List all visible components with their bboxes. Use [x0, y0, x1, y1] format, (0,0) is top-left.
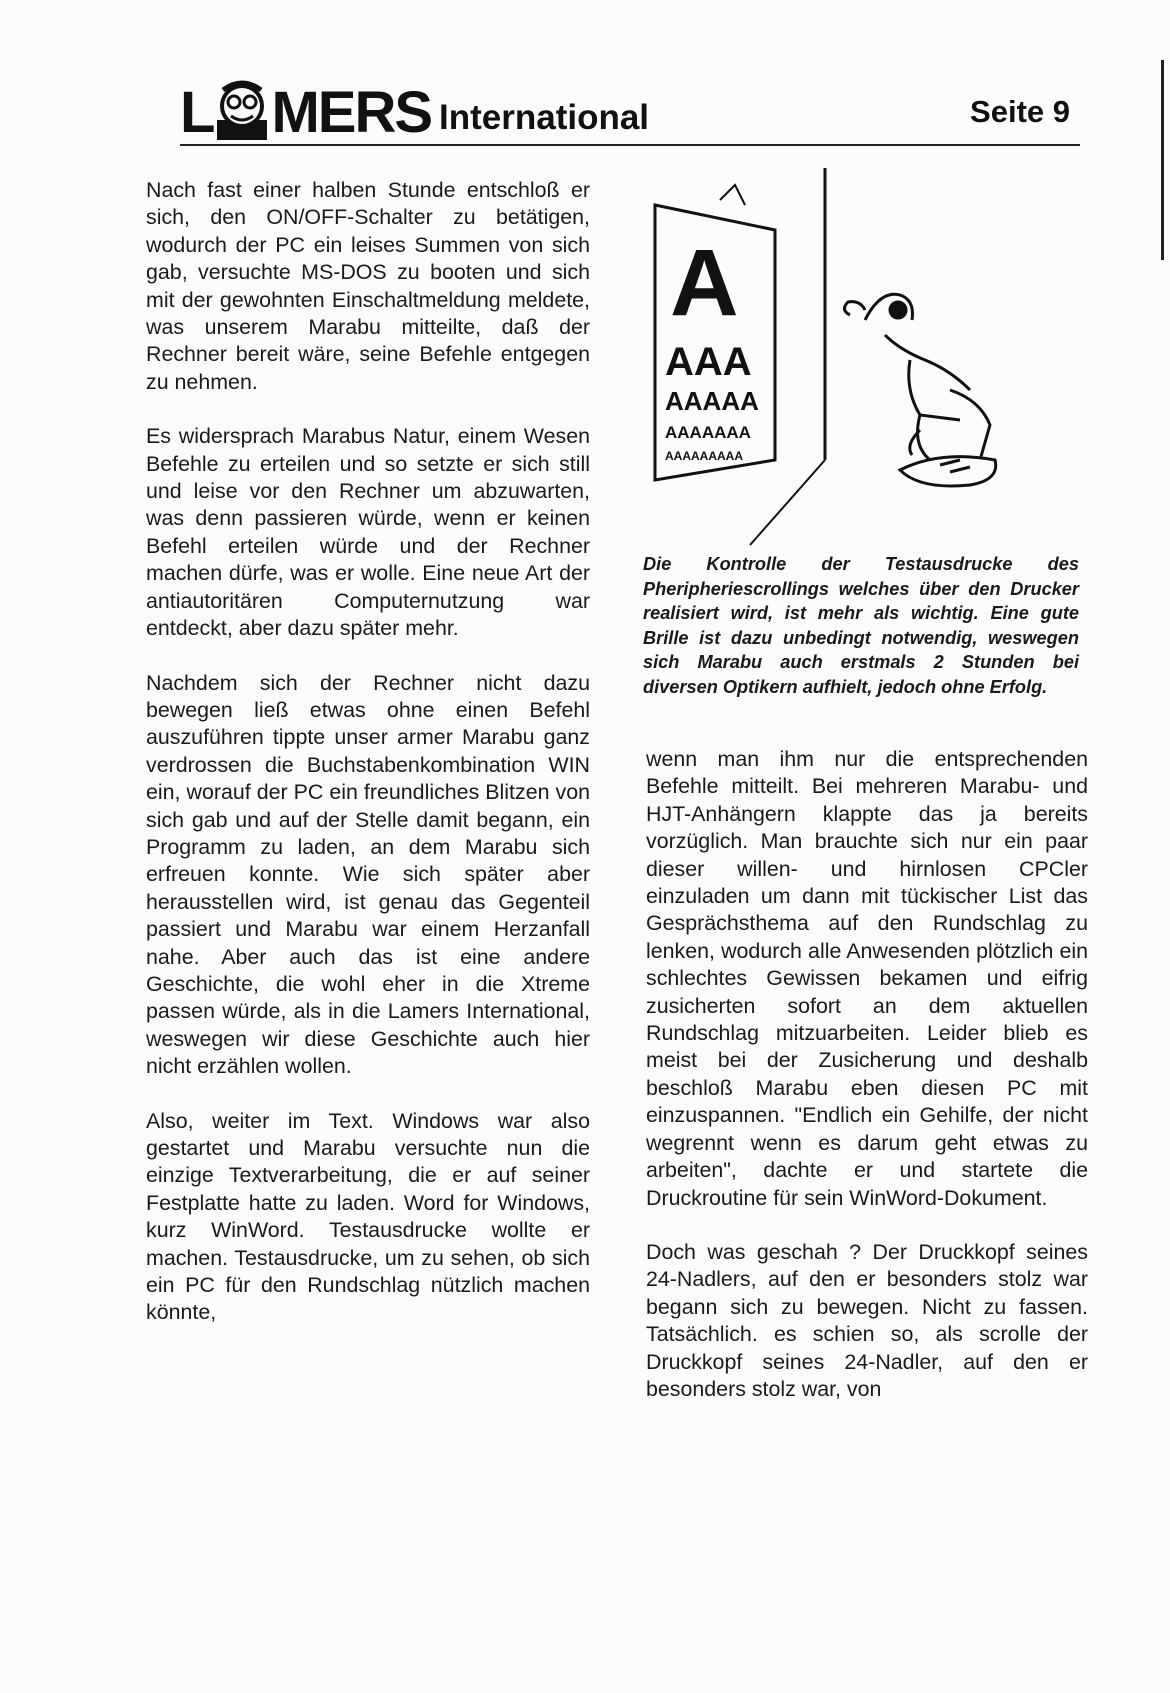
cartoon-figure — [844, 294, 995, 486]
logo-wordmark-rest: MERS — [271, 80, 432, 145]
magazine-logo — [180, 72, 650, 145]
logo-subtitle: International — [439, 98, 650, 137]
right-column — [646, 746, 1088, 1430]
chart-letter: A — [670, 230, 739, 336]
paragraph: Nach fast einer halben Stunde entschloß er sich, den ON/OFF-Schalter zu betätigen, wodurch der PC ein leises Summen von sich gab, versuchte MS-DOS zu booten und sich mit der gewohnten Einschaltmeldung meldete, was unserem Marabu mitteilte, daß der Rechner bereit wäre, seine Befehle entgegen zu nehmen. — [146, 178, 590, 394]
page-header — [180, 72, 1080, 146]
page-edge-mark — [1161, 60, 1164, 260]
chart-letter: AAA — [665, 340, 752, 384]
paragraph: Es widersprach Marabus Natur, einem Wesen Befehle zu erteilen und so setzte er sich still und leise vor den Rechner um abzuwarten, was denn passieren würde, wenn er keinen Befehl erteilen würde und der Rechner machen dürfe, was er wolle. Eine neue Art der antiautoritären Computernutzung war entdeckt, aber dazu später mehr. — [146, 424, 590, 641]
chart-letter: AAAAAAA — [665, 423, 751, 442]
logo-cartoon-face-icon — [213, 80, 271, 142]
figure-caption: Die Kontrolle der Testausdrucke des Pheripheriescrollings welches über den Drucker realisiert wird, ist mehr als wichtig. Eine gute Brille ist dazu unbedingt notwendig, weswegen sich Marabu auch erstmals 2 Stunden bei diversen Optikern aufhielt, jedoch ohne Erfolg. — [643, 554, 1079, 697]
paragraph: wenn man ihm nur die entsprechenden Befehle mitteilt. Bei mehreren Marabu- und HJT-Anhängern klappte das ja bereits vorzüglich. Man brauchte sich nur ein paar dieser willen- und hirnlosen CPCler einzuladen um dann mit tückischer List das Gesprächsthema auf den Rundschlag zu lenken, wodurch alle Anwesenden plötzlich ein schlechtes Gewissen bekamen und eifrig zusicherten sofort an dem aktuellen Rundschlag mitzuarbeiten. Leider blieb es meist bei der Zusicherung und deshalb beschloß Marabu eben diesen PC mit einzuspannen. "Endlich ein Gehilfe, der nicht wegrennt wenn es darum geht etwas zu arbeiten", dachte er und startete die Druckroutine für sein WinWord-Dokument. — [646, 747, 1088, 1210]
chart-letter: AAAAAAAAA — [665, 449, 743, 463]
logo-wordmark: L — [180, 80, 214, 145]
paragraph: Also, weiter im Text. Windows war also gestartet und Marabu versuchte nun die einzige Textverarbeitung, die er auf seiner Festplatte hatte zu laden. Word for Windows, kurz WinWord. Testausdrucke wollte er machen. Testausdrucke, um zu sehen, ob sich ein PC für den Rundschlag nützlich machen könnte, — [146, 1108, 590, 1325]
left-column — [146, 177, 590, 1354]
paragraph: Doch was geschah ? Der Druckkopf seines 24-Nadlers, auf den er besonders stolz war begann sich zu bewegen. Nicht zu fassen. Tatsächlich. es schien so, als scrolle der Druckkopf seines 24-Nadler, auf den er besonders stolz war, von — [646, 1239, 1088, 1401]
paragraph: Nachdem sich der Rechner nicht dazu bewegen ließ etwas ohne einen Befehl auszuführen tippte unser armer Marabu ganz verdrossen die Buchstabenkombination WIN ein, worauf der PC ein freundliches Blitzen von sich gab und auf der Stelle damit begann, ein Programm zu laden, an dem Marabu sich erfreuen konnte. Wie sich später aber herausstellen wird, ist genau das Gegenteil passiert und Marabu war einem Herzanfall nahe. Aber auch das ist eine andere Geschichte, die wohl eher in die Xtreme passen würde, als in die Lamers International, weswegen wir diese Geschichte auch hier nicht erzählen wollen. — [146, 670, 590, 1079]
chart-letter: AAAAA — [665, 386, 759, 416]
page-number: Seite 9 — [970, 94, 1070, 129]
eye-chart-cartoon — [650, 160, 1070, 550]
